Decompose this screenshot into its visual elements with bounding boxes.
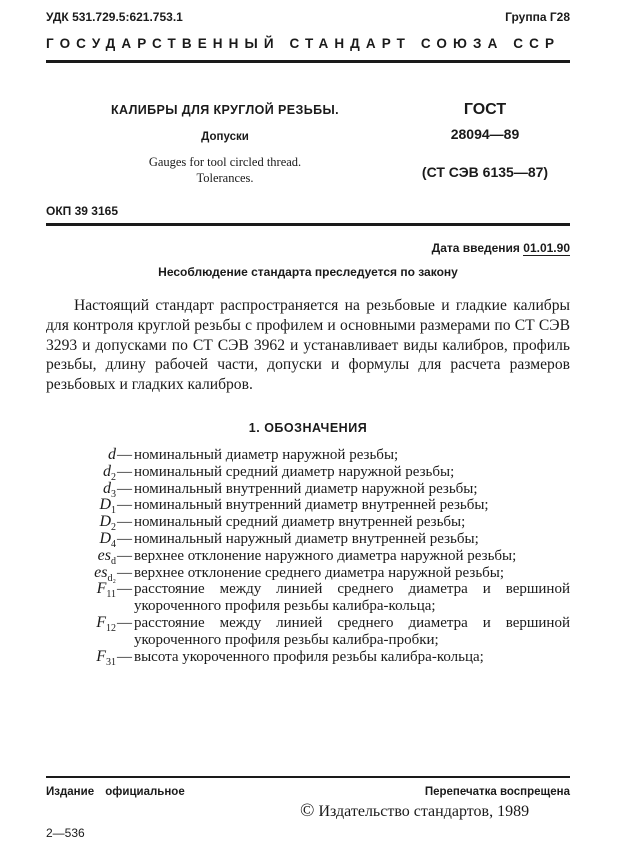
definition-item xyxy=(46,513,570,534)
definition-symbol: $D_4$ xyxy=(99,529,116,551)
footer-rule xyxy=(46,776,570,778)
copyright-line xyxy=(300,800,529,822)
copyright-symbol: © xyxy=(300,800,315,821)
reprint-notice: Перепечатка воспрещена xyxy=(424,786,570,798)
definition-dash: — xyxy=(117,547,132,564)
definition-text: расстояние между линией среднего диаметра и вершиной укороченного профиля резьбы калибра-пробки; xyxy=(134,614,570,648)
definition-text: номинальный внутренний диаметр внутренней резьбы; xyxy=(134,497,489,514)
section-heading: 1. ОБОЗНАЧЕНИЯ xyxy=(248,421,368,435)
st-sev-reference: (СТ СЭВ 6135—87) xyxy=(421,164,549,180)
definition-dash: — xyxy=(117,530,132,547)
english-title xyxy=(60,154,390,186)
definition-symbol: $F_{11}$ xyxy=(96,580,116,601)
group-code: Группа Г28 xyxy=(505,10,570,24)
definition-dash: — xyxy=(117,480,132,497)
definition-dash: — xyxy=(117,614,132,631)
effective-date xyxy=(432,241,570,255)
definition-text: номинальный внутренний диаметр наружной резьбы; xyxy=(134,480,478,497)
definition-symbol: $es_{d_2}$ xyxy=(94,563,116,584)
definition-symbol: $F_{31}$ xyxy=(96,647,116,668)
title-rule xyxy=(46,223,570,226)
definition-item xyxy=(46,464,570,481)
definition-item xyxy=(46,447,570,464)
definition-symbol: $d_3$ xyxy=(103,479,116,500)
definition-dash: — xyxy=(117,447,132,463)
definition-item xyxy=(46,529,570,551)
definitions-list xyxy=(46,446,570,668)
definition-symbol: $es_d$ xyxy=(97,546,116,567)
definition-text: номинальный наружный диаметр внутренней резьбы; xyxy=(134,530,479,547)
edition-label: Издание официальное xyxy=(46,786,185,798)
definition-item xyxy=(46,581,570,615)
definition-text: расстояние между линией среднего диаметра и вершиной укороченного профиля резьбы калибра-кольца; xyxy=(134,581,570,615)
english-title-line-1: Gauges for tool circled thread. xyxy=(148,155,302,169)
definition-symbol: $d_2$ xyxy=(103,462,116,483)
definition-symbol: $D_1$ xyxy=(99,496,116,517)
document-subtitle: Допуски xyxy=(201,131,249,143)
intro-paragraph xyxy=(46,296,570,395)
definition-text: верхнее отклонение среднего диаметра наружной резьбы; xyxy=(134,564,505,581)
header-rule xyxy=(46,60,570,63)
definition-item xyxy=(46,496,570,517)
gost-label: ГОСТ xyxy=(463,101,507,118)
definition-item xyxy=(46,481,570,498)
definition-item xyxy=(46,548,570,565)
definition-dash: — xyxy=(117,497,132,514)
intro-text: Настоящий стандарт распространяется на резьбовые и гладкие калибры для контроля круглой резьбы с профилем и основными размерами по СТ СЭВ 3293 и допусками по СТ СЭВ 3962 и устанавливает виды калибров, профиль резьбы, длину рабочей части, допуски и формулы для расчета размеров резьбовых и гладких калибров. xyxy=(46,297,570,394)
document-title: КАЛИБРЫ ДЛЯ КРУГЛОЙ РЕЗЬБЫ. xyxy=(110,103,340,117)
okp-code: ОКП 39 3165 xyxy=(46,204,118,218)
effective-date-label: Дата введения xyxy=(431,241,520,255)
standard-body-title: ГОСУДАРСТВЕННЫЙ СТАНДАРТ СОЮЗА ССР xyxy=(46,36,561,51)
effective-date-value: 01.01.90 xyxy=(523,241,570,255)
definition-symbol: $F_{12}$ xyxy=(96,613,116,635)
definition-item xyxy=(46,565,570,582)
udc-code: УДК 531.729.5:621.753.1 xyxy=(46,10,183,24)
english-title-line-2: Tolerances. xyxy=(196,171,254,185)
definition-text: высота укороченного профиля резьбы калибра-кольца; xyxy=(134,648,484,665)
definition-text: номинальный средний диаметр наружной резьбы; xyxy=(134,463,455,480)
definition-dash: — xyxy=(117,463,132,480)
definition-dash: — xyxy=(117,514,132,531)
gost-number: 28094—89 xyxy=(450,126,520,142)
definition-symbol: d xyxy=(108,446,116,463)
compliance-notice: Несоблюдение стандарта преследуется по закону xyxy=(158,265,458,279)
definition-dash: — xyxy=(117,581,132,598)
definition-symbol: $D_2$ xyxy=(99,513,116,534)
definition-dash: — xyxy=(117,648,132,665)
definition-text: верхнее отклонение наружного диаметра наружной резьбы; xyxy=(134,547,517,564)
definition-text: номинальный диаметр наружной резьбы; xyxy=(134,447,399,463)
definition-dash: — xyxy=(117,564,132,581)
definition-item xyxy=(46,615,570,649)
definition-item xyxy=(46,649,570,666)
page-code: 2—536 xyxy=(46,826,85,840)
publisher: Издательство стандартов, 1989 xyxy=(318,803,530,820)
definition-text: номинальный средний диаметр внутренней резьбы; xyxy=(134,514,466,531)
